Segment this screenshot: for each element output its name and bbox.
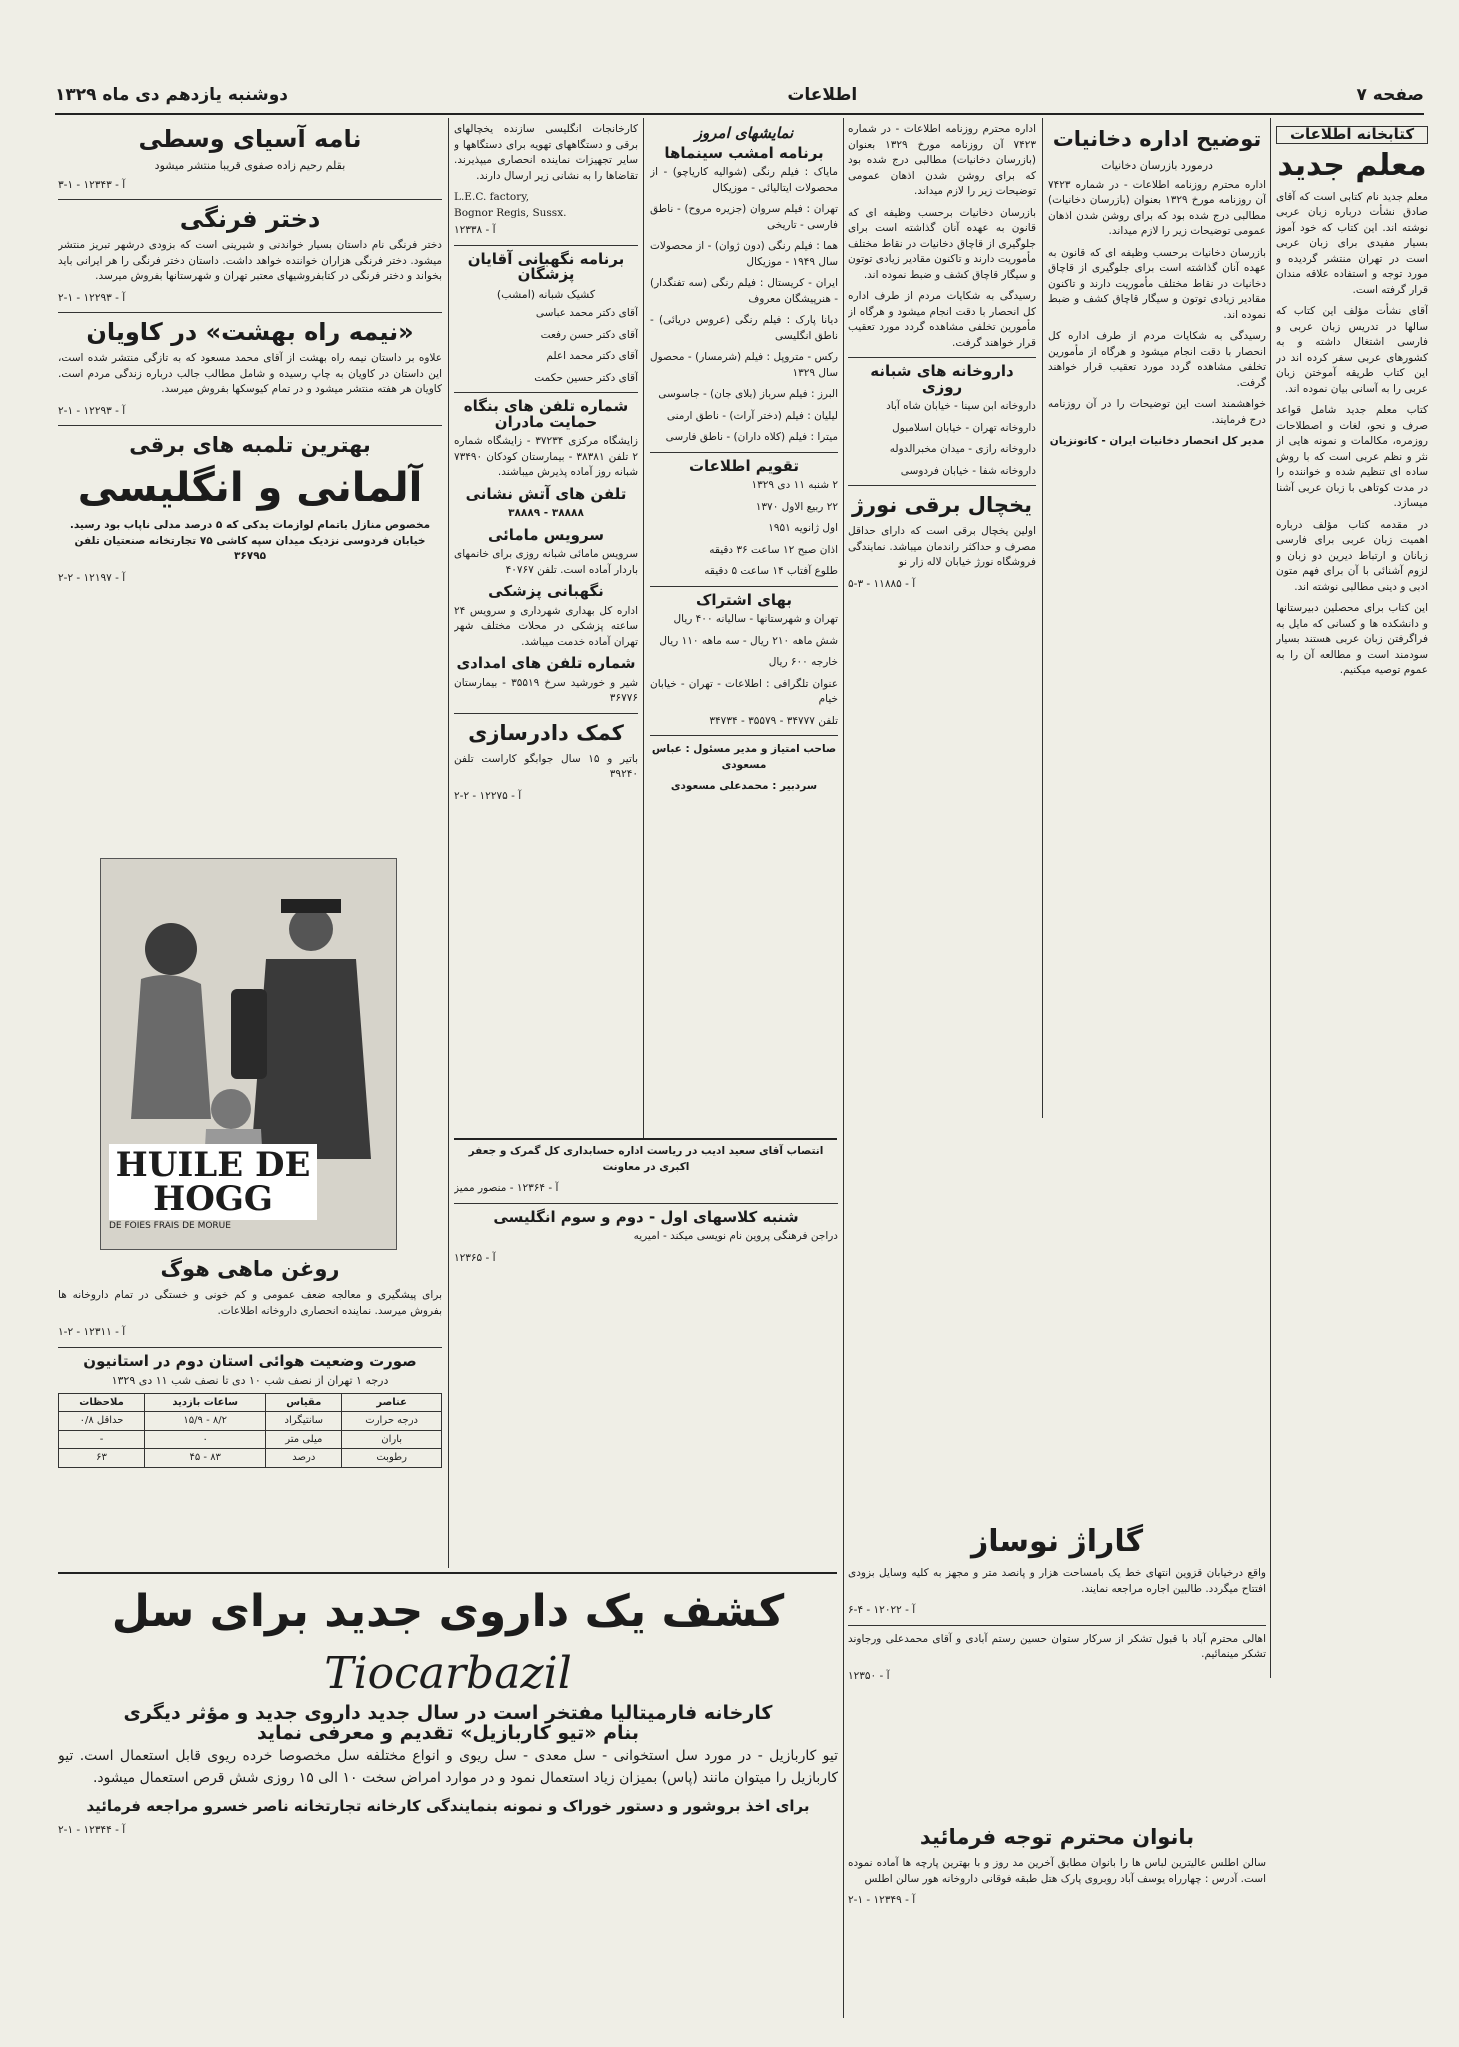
paragraph: خواهشمند است این توضیحات را در آن روزنامه درج فرمایند. <box>1048 398 1266 426</box>
ad-title: «نیمه راه بهشت» در کاویان <box>86 318 414 346</box>
classes-title: شنبه کلاسهای اول - دوم و سوم انگلیسی <box>493 1207 799 1226</box>
ad-text: بقلم رحیم زاده صفوی قریبا منتشر میشود <box>154 159 346 172</box>
weather-cell: درصد <box>266 1449 342 1468</box>
column-ads-lower <box>58 1252 442 1552</box>
weather-cell: ۸۳ - ۴۵ <box>145 1449 266 1468</box>
ad-top-address: L.E.C. factory, Bognor Regis, Sussx. <box>454 191 567 219</box>
fridge-text: اولین یخچال برقی است که دارای حداقل مصرف و حداکثر راندمان میباشد. نمایندگی فروشگاه نورژ خیابان لاله زار نو <box>848 525 1036 568</box>
emergency-numbers: ۳۸۸۸۸ - ۳۸۸۸۹ <box>508 507 584 519</box>
weather-cell: ۰ <box>145 1430 266 1449</box>
subscription-item: خارجه ۶۰۰ ریال <box>768 656 838 668</box>
ad-title: نامه آسیای وسطی <box>138 125 362 153</box>
garage-text: واقع درخیابان قزوین انتهای خط یک بامساحت هزار و پانصد متر و مجهز به کلیه وسایل بزودی افتتاح میگردد. طالبین اجاره مراجعه نمایند. <box>848 1567 1266 1595</box>
ad-code: آ - ۱۱۸۸۵ - ۳-۵ <box>848 577 916 590</box>
right-bottom-ads <box>848 1520 1266 1820</box>
mid-rule <box>454 1138 837 1140</box>
fridge-title: یخچال برقی نورژ <box>851 493 1033 517</box>
subscription-item: تهران و شهرستانها - سالیانه ۴۰۰ ریال <box>673 613 838 625</box>
paragraph: اداره محترم روزنامه اطلاعات - در شماره ۷۴۲۳ آن روزنامه مورخ ۱۳۲۹ بعنوان (بازرسان دخانیات) مطالبی درج شده بود که برای روشن شدن اذهان عمومی توضیحات زیر را لازم میداند. <box>848 123 1036 197</box>
doctor-item: آقای دکتر محمد اعلم <box>546 350 638 362</box>
header-rule <box>55 113 1424 115</box>
pharmacy-title: داروخانه های شبانه روزی <box>870 362 1014 396</box>
column-tobacco-cont <box>848 122 1036 822</box>
ad-title: دختر فرنگی <box>179 205 321 233</box>
headline-new-teacher: معلم جدید <box>1277 147 1427 183</box>
cinema-item: مایاک : فیلم رنگی (شوالیه کاریاچو) - از محصولات ایتالیائی - موزیکال <box>650 166 838 194</box>
weather-cell: ۶۳ <box>59 1449 145 1468</box>
paper-name: اطلاعات <box>787 85 858 105</box>
theater-title: نمایشهای امروز <box>694 124 794 142</box>
column-library <box>1276 122 1428 1652</box>
col-rule-2 <box>1042 118 1043 1118</box>
cinema-title: برنامه امشب سینماها <box>664 143 824 162</box>
paragraph: بازرسان دخانیات برحسب وظیفه ای که قانون به عهده آنان گذاشته است برای جلوگیری از قاچاق دخانیات در نقاط مختلف مأموریت دارند و تاکنون مقادیر زیادی توتون و سیگار قاچاق کشف و ضبط نموده اند. <box>848 206 1036 281</box>
pharmacy-item: داروخانه ابن سینا - خیابان شاه آباد <box>886 400 1036 412</box>
doctor-item: آقای دکتر محمد عباسی <box>535 307 638 319</box>
relief-title: شماره تلفن های امدادی <box>456 654 636 672</box>
calendar-item: ۲۲ ربیع الاول ۱۳۷۰ <box>755 500 838 513</box>
hogg-brand: HUILE DE HOGG <box>109 1144 317 1220</box>
doctors-sub: کشیک شبانه (امشب) <box>496 287 596 301</box>
col-rule-1 <box>1270 118 1271 1678</box>
page-header <box>55 80 1424 110</box>
editor2: سردبیر : محمدعلی مسعودی <box>670 780 818 792</box>
weather-cell: رطوبت <box>342 1449 442 1468</box>
course-title: کمک دادرسازی <box>468 720 624 745</box>
pharmacy-item: داروخانه شفا - خیابان فردوسی <box>900 464 1036 477</box>
cinema-item: ایران - کریستال : فیلم رنگی (سه تفنگدار) - هنرپیشگان معروف <box>650 277 838 305</box>
weather-header: مقیاس <box>266 1393 342 1412</box>
paragraph: این کتاب برای محصلین دبیرستانها و دانشکده ها و کسانی که مایل به فراگرفتن زبان عربی هستند بسیار سودمند است و مطالعه آن را به عموم توصیه میکنیم. <box>1276 602 1428 676</box>
emergency-title: تلفن های آتش نشانی <box>465 484 627 503</box>
calendar-item: طلوع آفتاب ۱۴ ساعت ۵ دقیقه <box>704 565 838 577</box>
weather-cell: ۸/۲ - ۱۵/۹ <box>145 1412 266 1431</box>
service-title: سرویس مامائی <box>487 525 605 544</box>
relief-text: شیر و خورشید سرخ ۳۵۵۱۹ - بیمارستان ۳۶۷۷۶ <box>454 676 638 704</box>
cinema-item: لیلیان : فیلم (دختر آرات) - ناطق ارمنی <box>666 409 838 422</box>
garage-title: گاراژ نوساز <box>970 1524 1144 1559</box>
ad-code: آ - ۱۲۱۹۷ - ۲-۲ <box>58 571 126 584</box>
ad-code: آ - ۱۲۰۲۲ - ۴-۶ <box>848 1604 916 1616</box>
ad-code: آ - ۱۲۳۶۵ <box>454 1251 496 1264</box>
ad-code: آ - ۱۲۳۴۴ - ۱-۲ <box>58 1824 126 1836</box>
column-services <box>454 122 638 1132</box>
paragraph: معلم جدید نام کتابی است که آقای صادق نشأت درباره زبان عربی نوشته اند. این کتاب که خود آموز بسیار مفیدی برای زبان عربی است در تهران منتشر گردیده و مورد توجه و استفاده علاقه مندان قرار گرفته است. <box>1276 190 1428 296</box>
weather-cell: درجه حرارت <box>342 1412 442 1431</box>
hospital-text: زایشگاه مرکزی ۳۷۲۳۴ - زایشگاه شماره ۲ تلفن ۳۸۳۸۱ - بیمارستان کودکان ۷۳۴۹۰ شبانه روز آماده پذیرش میباشند. <box>454 435 638 478</box>
calendar-item: اذان صبح ۱۲ ساعت ۳۶ دقیقه <box>709 543 838 556</box>
drug-footer: برای اخذ بروشور و دستور خوراک و نمونه بنمایندگی کارخانه تجارتخانه ناصر خسرو مراجعه فرمائید <box>86 1797 810 1815</box>
course-text: باتیر و ۱۵ سال جوابگو کاراست تلفن ۳۹۲۴۰ <box>454 752 638 780</box>
ad-code: آ - ۱۲۳۶۴ - منصور ممیز <box>454 1182 559 1194</box>
column-tobacco <box>1048 122 1266 1112</box>
weather-sub: درجه ۱ تهران از نصف شب ۱۰ دی تا نصف شب ۱۱ دی ۱۳۲۹ <box>111 1374 389 1387</box>
weather-cell: حداقل ۰/۸ <box>59 1412 145 1431</box>
paragraph: آقای نشأت مؤلف این کتاب که سالها در تدریس زبان عربی و فارسی اشتغال داشته و به کشورهای عربی سفر کرده اند در این کتاب طریقه آموختن زبان عربی را به آسانی بیان نموده اند. <box>1276 305 1428 395</box>
paragraph: بازرسان دخانیات برحسب وظیفه ای که قانون به عهده آنان گذاشته است برای جلوگیری از قاچاق دخانیات در نقاط مختلف مأموریت دارند و تاکنون مقادیر زیادی توتون و سیگار قاچاق کشف و ضبط نموده اند. <box>1048 246 1266 321</box>
ad-text: برای پیشگیری و معالجه ضعف عمومی و کم خونی و خستگی در تمام داروخانه ها بفروش میرسد. نماینده انحصاری داروخانه اطلاعات. <box>58 1289 442 1317</box>
ad-text: مخصوص منازل باتمام لوازمات یدکی که ۵ درصد مدلی ناپاب بود رسید. خیابان فردوسی نزدیک میدان سپه کاشی ۷۵ تجارتخانه صنعتیان تلفن ۳۶۷۹۵ <box>69 519 431 562</box>
paragraph: در مقدمه کتاب مؤلف درباره اهمیت زبان عربی برای فارسی زبانان و ارتباط دیرین دو زبان و لزوم آشنائی با آن برای فهم متون ادبی و دینی مطالبی نوشته اند. <box>1276 518 1428 593</box>
weather-header: ساعات بازدید <box>145 1393 266 1412</box>
weather-header: عناصر <box>342 1393 442 1412</box>
hospital-title: شماره تلفن های بنگاه حمایت مادران <box>463 397 629 431</box>
ad-title: بهترین تلمبه های برقی <box>129 433 371 457</box>
weather-title: صورت وضعیت هوائی استان دوم در استانیون <box>83 1351 417 1370</box>
weather-header: ملاحظات <box>59 1393 145 1412</box>
weather-table <box>58 1393 442 1468</box>
mid-notices <box>454 1144 838 1564</box>
doctors-title: برنامه نگهبانی آقایان پزشگان <box>467 249 625 283</box>
ladies-ad <box>848 1820 1266 2020</box>
drug-headline: کشف یک داروی جدید برای سل <box>111 1586 785 1637</box>
editor: صاحب امتیاز و مدیر مسئول : عباس مسعودی <box>651 743 837 771</box>
ad-text: علاوه بر داستان نیمه راه بهشت از آقای محمد مسعود که به تازگی منتشر شده است، این داستان در کاویان به چاپ رسیده و شامل مطالب جالب درباره زندگی مردم است. کاویان هر هفته منتشر میشود و در تمام کیوسکها بفروش میرسد. <box>58 352 442 395</box>
paragraph: اداره محترم روزنامه اطلاعات - در شماره ۷۴۲۳ آن روزنامه مورخ ۱۳۲۹ بعنوان (بازرسان دخانیات) مطالبی درج شده بود که برای روشن شدن اذهان عمومی توضیحات زیر را لازم میداند. <box>1048 178 1266 237</box>
cinema-item: میترا : فیلم (کلاه داران) - ناطق فارسی <box>665 431 838 443</box>
ladies-title: بانوان محترم توجه فرمائید <box>919 1825 1195 1849</box>
ad-code: آ - ۱۲۲۹۳ - ۱-۲ <box>58 291 126 304</box>
drug-body: تیو کاربازیل - در مورد سل استخوانی - سل معدی - سل ریوی و انواع مختلفه سل مخصوصا خرده ریوی قابل استعمال است. تیو کاربازیل را میتوان مانند (پاس) بمیزان زیاد استعمال نمود و در موارد امراض سخت ۱۰ الی ۱۵ روزی شش قرص استعمال میشود. <box>58 1748 838 1786</box>
paragraph: رسیدگی به شکایات مردم از طرف اداره کل انحصار با دقت انجام میشود و هرگاه از مأمورین تخلفی مشاهده گردد مورد تعقیب قرار خواهند گرفت. <box>848 290 1036 349</box>
guard-text: اداره کل بهداری شهرداری و سرویس ۲۴ ساعته پزشکی در محلات مختلف شهر تهران آماده خدمت میباشد. <box>454 604 638 648</box>
cinema-item: تهران : فیلم سروان (جزیره مروح) - ناطق فارسی - تاریخی <box>650 203 838 231</box>
weather-cell: باران <box>342 1430 442 1449</box>
ad-brand: آلمانی و انگلیسی <box>77 465 423 511</box>
paragraph: رسیدگی به شکایات مردم از طرف اداره کل انحصار با دقت انجام میشود و هرگاه از مأمورین تخلفی مشاهده گردد مورد تعقیب قرار خواهند گرفت. <box>1048 330 1266 389</box>
drug-line2: بنام «تیو کاربازیل» تقدیم و معرفی نماید <box>256 1721 640 1744</box>
subhead-tobacco: درمورد بازرسان دخانیات <box>1101 159 1213 172</box>
weather-cell: سانتیگراد <box>266 1412 342 1431</box>
classes-text: دراجن فرهنگی پروین نام نویسی میکند - امیریه <box>633 1230 838 1242</box>
service-text: سرویس مامائی شبانه روزی برای خانمهای باردار آماده است. تلفن ۴۰۷۶۷ <box>454 548 638 576</box>
hogg-oil-illustration <box>100 858 397 1250</box>
signature: مدیر کل انحصار دخانیات ایران - کانونزیان <box>1049 435 1265 447</box>
ad-text: دختر فرنگی نام داستان بسیار خواندنی و شیرینی است که بزودی درشهر تبریز منتشر میشود. دختر فرنگی هزاران خواننده خواهد داشت. داستان دختر فرنگی را هر ایرانی باید بخواند و دختر فرنگی در کتابفروشیهای معتبر تهران و شهرستانها بفروش میرسد. <box>58 239 442 282</box>
doctor-item: آقای دکتر حسین حکمت <box>534 371 638 384</box>
column-cinemas <box>650 122 838 1132</box>
ad-code: آ - ۱۲۳۱۱ - ۲-۱ <box>58 1326 126 1338</box>
calendar-title: تقویم اطلاعات <box>688 456 800 475</box>
paragraph: کتاب معلم جدید شامل قواعد صرف و نحو، لغات و اصطلاحات روزمره، مکالمات و نمونه هایی از نثر و نظم عربی است که با روش ساده ای تنظیم شده و خواننده را در مدت کوتاهی با زبان عربی آشنا میسازد. <box>1276 404 1428 509</box>
pharmacy-item: داروخانه تهران - خیابان اسلامبول <box>892 421 1036 434</box>
doctor-item: آقای دکتر حسن رفعت <box>540 328 638 341</box>
subscription-item: شش ماهه ۲۱۰ ریال - سه ماهه ۱۱۰ ریال <box>659 634 838 647</box>
weather-cell: - <box>59 1430 145 1449</box>
pharmacy-item: داروخانه رازی - میدان مخبرالدوله <box>889 443 1036 455</box>
notice-row1: انتصاب آقای سعید ادیب در ریاست اداره حسابداری کل گمرک و جعفر اکبری در معاونت <box>468 1145 824 1173</box>
ad-title: روغن ماهی هوگ <box>160 1257 340 1281</box>
cinema-item: البرز : فیلم سرباز (بلای جان) - جاسوسی <box>658 388 838 400</box>
cinema-item: هما : فیلم رنگی (دون ژوان) - از محصولات سال ۱۹۴۹ - موزیکال <box>650 240 838 268</box>
col-rule-4 <box>643 118 644 1138</box>
ad-top-text: کارخانجات انگلیسی سازنده یخچالهای برقی و دستگاههای تهویه برای دستگاهها و سایر تجهیزات نماینده انحصاری میپذیرند. تقاضاها را به نشانی زیر ارسال دارند. <box>454 123 638 182</box>
ad-code: آ - ۱۲۲۷۵ - ۲-۲ <box>454 789 522 802</box>
ad-code: آ - ۱۲۲۹۳ - ۱-۲ <box>58 404 126 417</box>
drug-ad-rule <box>58 1572 837 1574</box>
column-ads <box>58 122 442 612</box>
col-rule-3 <box>843 118 844 2018</box>
guard-title: نگهبانی پزشکی <box>488 582 604 600</box>
ladies-text: سالن اطلس عالیترین لباس ها را بانوان مطابق آخرین مد روز و با بهترین پارچه ها آماده نموده است. آدرس : چهارراه یوسف آباد روبروی پارک هتل طبقه فوقانی داروخانه هور سالن اطلس <box>848 1857 1266 1885</box>
drug-line1: کارخانه فارمیتالیا مفتخر است در سال جدید داروی جدید و مؤثر دیگری <box>123 1702 773 1724</box>
headline-tobacco: توضیح اداره دخانیات <box>1052 127 1262 151</box>
ad-code: آ - ۱۲۳۵۰ <box>848 1669 890 1682</box>
cinema-item: رکس - متروپل : فیلم (شرمسار) - محصول سال ۱۳۲۹ <box>650 351 838 379</box>
ad-code: آ - ۱۲۳۳۸ <box>454 224 496 236</box>
issue-date: دوشنبه یازدهم دی ماه ۱۳۲۹ <box>55 85 289 105</box>
office-address: عنوان تلگرافی : اطلاعات - تهران - خیابان خیام <box>650 677 838 705</box>
office-phones: تلفن ۳۴۷۷۷ - ۳۵۵۷۹ - ۳۴۷۳۴ <box>709 714 838 727</box>
cinema-item: دیانا پارک : فیلم رنگی (عروس دریائی) - ناطق انگلیسی <box>650 314 838 342</box>
ad-code: آ - ۱۲۳۴۳ - ۱-۳ <box>58 178 126 191</box>
ad-code: آ - ۱۲۳۴۹ - ۱-۲ <box>848 1894 916 1906</box>
calendar-item: ۲ شنبه ۱۱ دی ۱۳۲۹ <box>751 479 838 491</box>
page-number: صفحه ۷ <box>1356 85 1424 105</box>
section-title: کتابخانه اطلاعات <box>1276 126 1428 144</box>
calendar-item: اول ژانویه ۱۹۵۱ <box>768 522 838 534</box>
drug-ad <box>58 1580 838 2020</box>
drug-brand: Tiocarbazil <box>324 1648 572 1699</box>
col-rule-5 <box>448 118 449 1568</box>
weather-cell: میلی متر <box>266 1430 342 1449</box>
notice-text: اهالی محترم آباد با قبول تشکر از سرکار ستوان حسین رستم آبادی و آقای محمدعلی ورجاوند تشکر مینمائیم. <box>848 1632 1266 1660</box>
hogg-small: DE FOIES FRAIS DE MORUE <box>109 1221 231 1231</box>
subscription-title: بهای اشتراک <box>696 590 792 609</box>
